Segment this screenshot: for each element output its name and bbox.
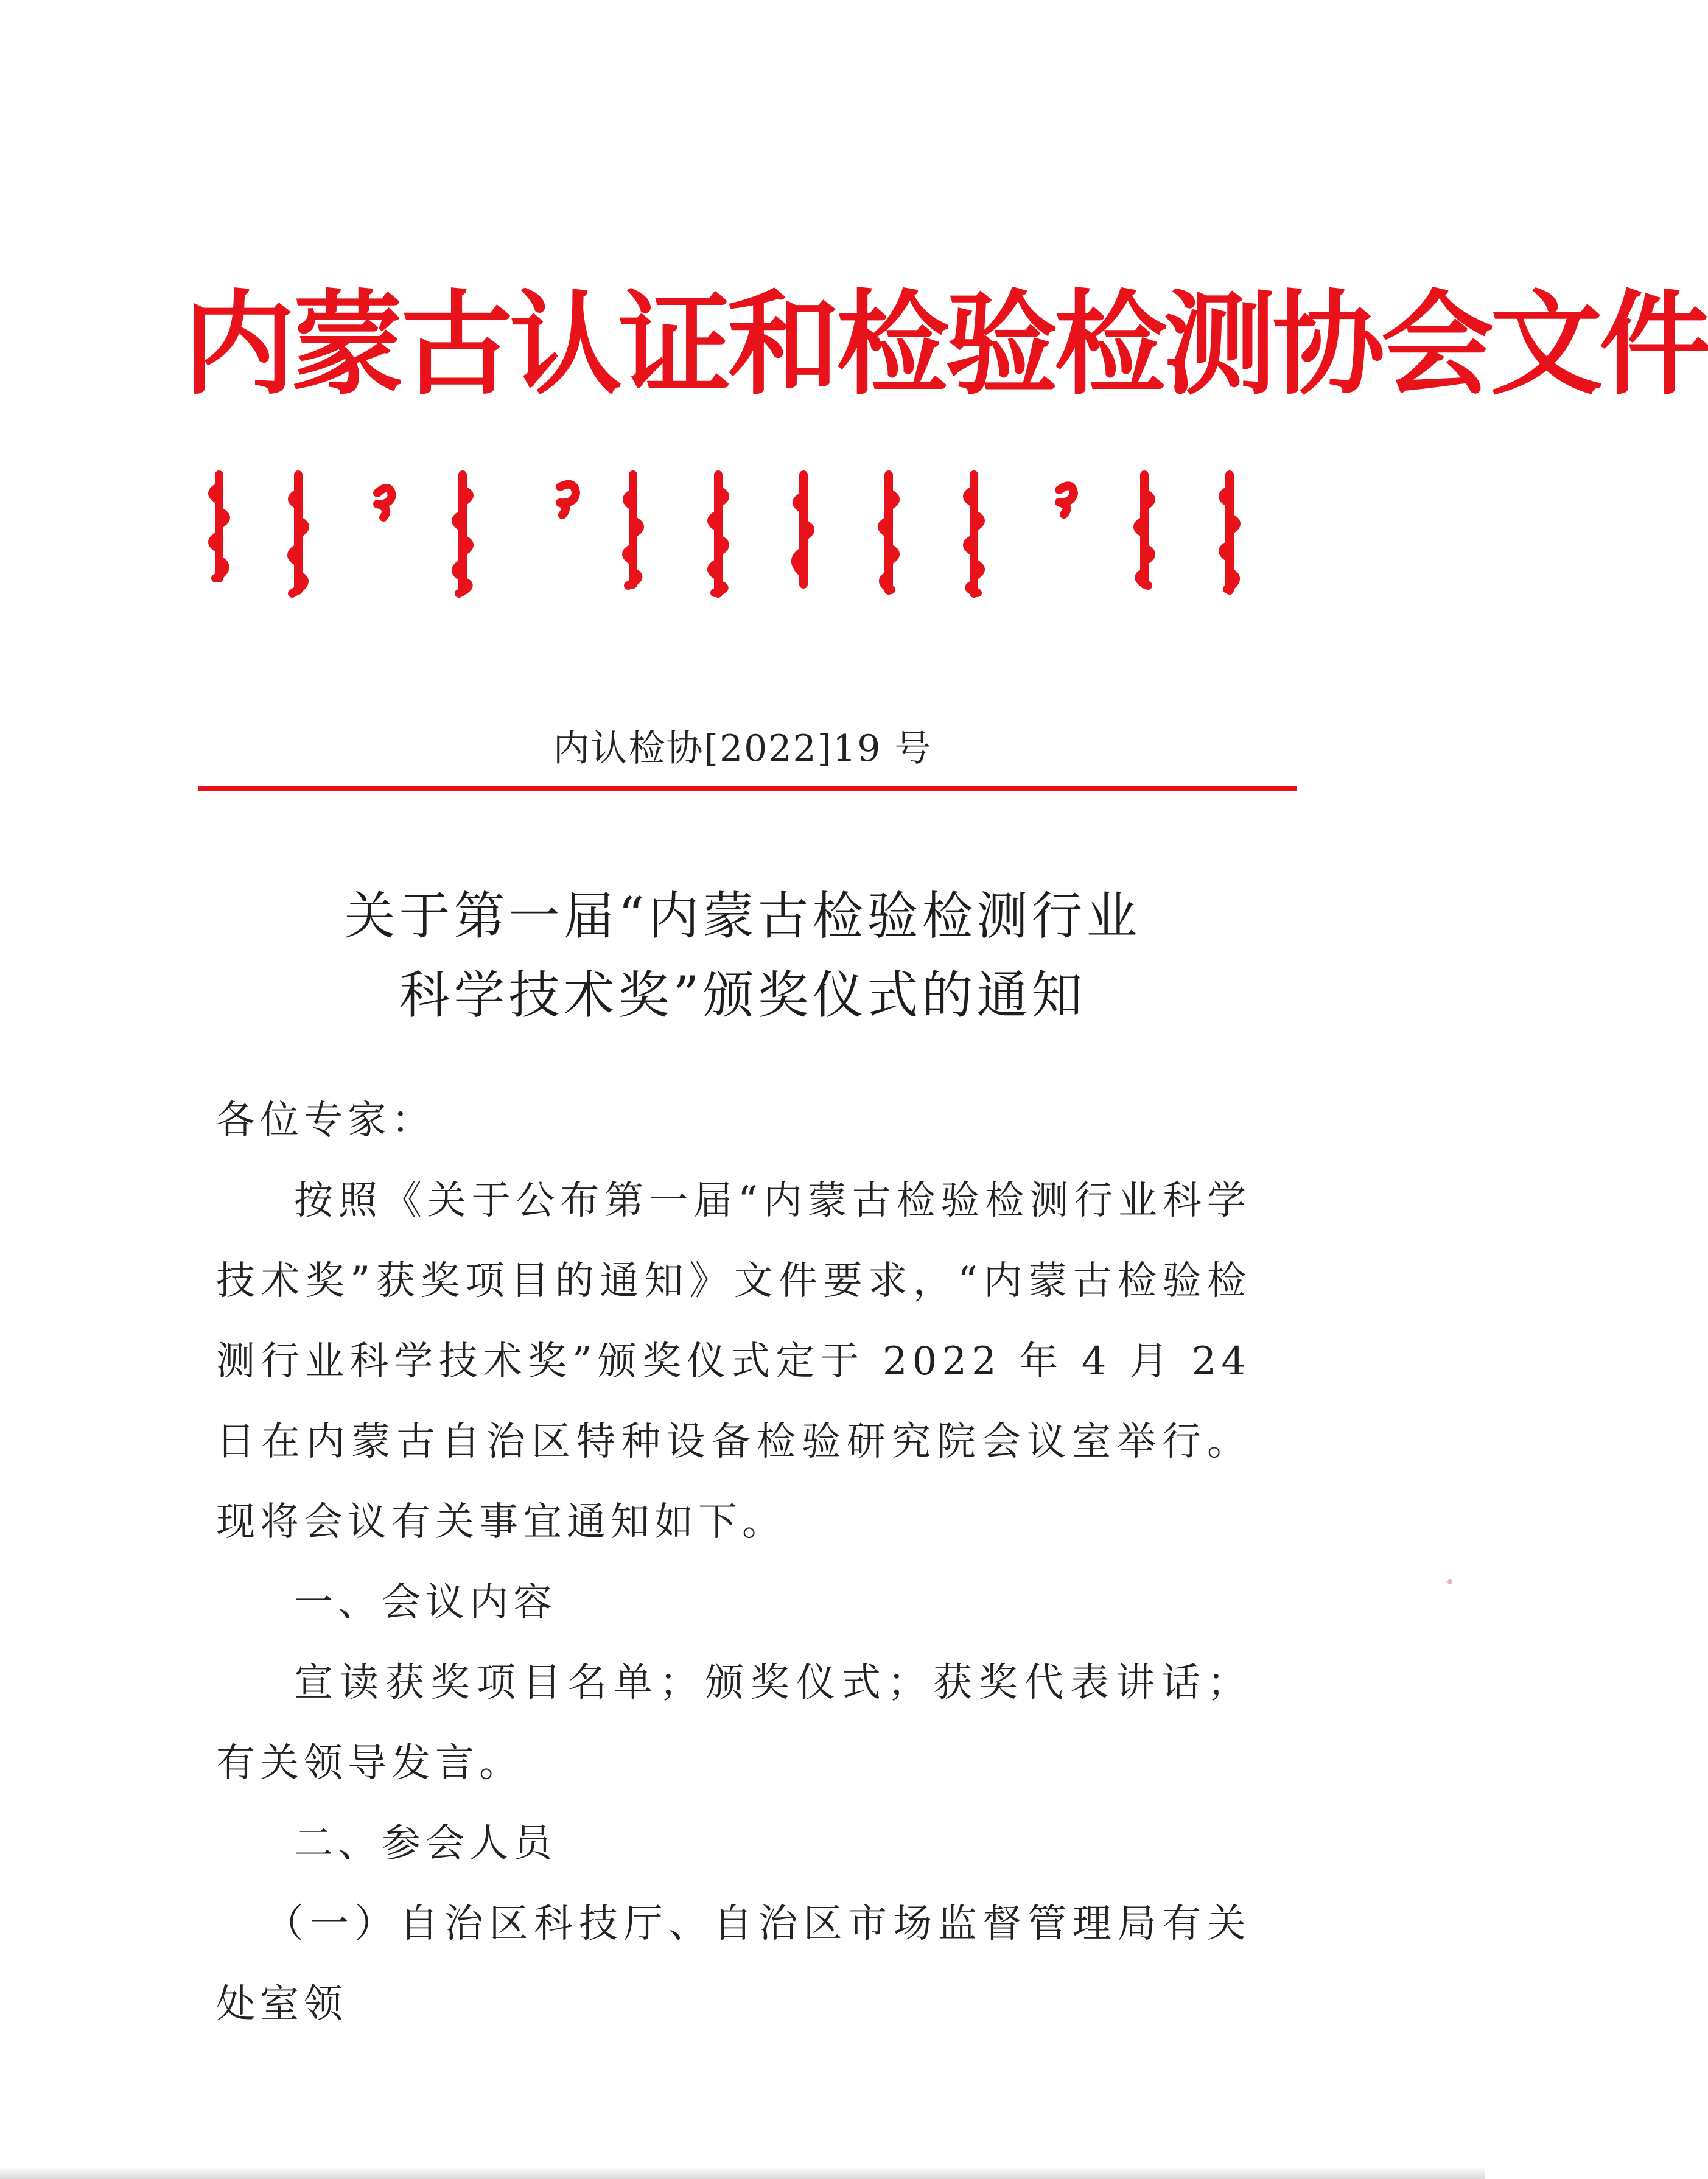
mongolian-script-logo <box>195 463 1290 609</box>
section-text-meeting-content: 宣读获奖项目名单；颁奖仪式；获奖代表讲话；有关领导发言。 <box>216 1660 1251 1786</box>
scan-speck <box>1447 1579 1452 1584</box>
attendee-item-1: （一）自治区科技厅、自治区市场监督管理局有关处室领 <box>216 1901 1251 2027</box>
section-heading-meeting-content: 一、会议内容 <box>294 1580 557 1625</box>
notice-title-line-2: 科学技术奖”颁奖仪式的通知 <box>399 965 1087 1025</box>
mongolian-script-graphic <box>195 463 1290 609</box>
notice-title <box>0 876 1485 1035</box>
section-heading-attendees: 二、参会人员 <box>294 1821 557 1866</box>
letterhead-title: 内蒙古认证和检验检测协会文件 <box>183 278 1708 410</box>
page-bottom-edge <box>0 2167 1485 2179</box>
paragraph-intro: 按照《关于公布第一届“内蒙古检验检测行业科学技术奖”获奖项目的通知》文件要求，“内蒙古检验检测行业科学技术奖”颁奖仪式定于 2022 年 4 月 24 日在内蒙古自治区特种设备检验研究院会议室举行。现将会议有关事宜通知如下。 <box>216 1178 1251 1545</box>
red-divider-line <box>198 786 1297 791</box>
document-number: 内认检协[2022]19 号 <box>553 727 933 770</box>
salutation: 各位专家： <box>216 1098 435 1143</box>
notice-body <box>216 1080 1251 2044</box>
notice-title-line-1: 关于第一届“内蒙古检验检测行业 <box>344 886 1141 946</box>
